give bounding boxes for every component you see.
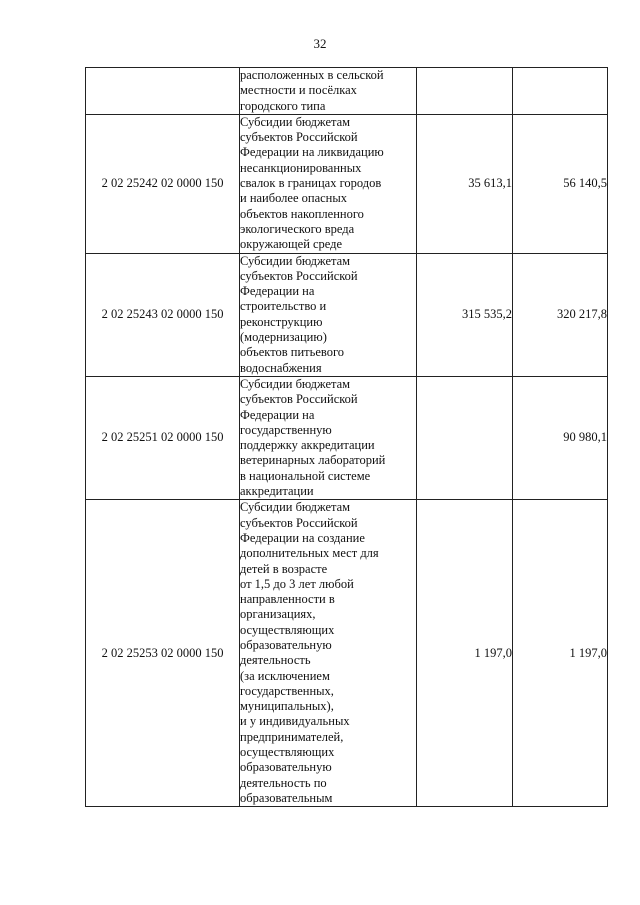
revenue-name-line: ветеринарных лабораторий (240, 453, 386, 468)
table-row (86, 376, 608, 499)
revenue-name-cell (240, 376, 417, 499)
revenue-name-line: Субсидии бюджетам (240, 114, 351, 129)
revenue-name-line: образовательную (240, 760, 332, 775)
revenue-name-line: водоснабжения (240, 360, 322, 375)
revenue-name-line: муниципальных), (240, 699, 334, 714)
revenue-name-line: субъектов Российской (240, 392, 358, 407)
revenue-name-line: Федерации на (240, 284, 315, 299)
revenue-name-line: деятельность по (240, 775, 327, 790)
revenue-name-line: субъектов Российской (240, 130, 358, 145)
amount-cell-1: 35 613,1 (417, 114, 513, 253)
budget-table (85, 67, 608, 807)
revenue-name-line: окружающей среде (240, 237, 343, 252)
amount-cell-1: 315 535,2 (417, 253, 513, 376)
amount-cell-2 (513, 68, 608, 115)
revenue-code-cell: 2 02 25242 02 0000 150 (86, 114, 240, 253)
revenue-name-line: Федерации на создание (240, 530, 365, 545)
revenue-name-line: деятельность (240, 653, 311, 668)
revenue-name-line: осуществляющих (240, 622, 335, 637)
revenue-name-line: государственных, (240, 683, 334, 698)
revenue-name-line: (за исключением (240, 668, 330, 683)
revenue-name-line: образовательную (240, 637, 332, 652)
revenue-name-line: и наиболее опасных (240, 191, 348, 206)
revenue-name-line: субъектов Российской (240, 268, 358, 283)
revenue-name-cell (240, 253, 417, 376)
revenue-name-line: предпринимателей, (240, 729, 344, 744)
amount-cell-1 (417, 376, 513, 499)
amount-cell-2: 90 980,1 (513, 376, 608, 499)
revenue-name-line: государственную (240, 422, 332, 437)
revenue-name-line: от 1,5 до 3 лет любой (240, 576, 354, 591)
revenue-name-line: и у индивидуальных (240, 714, 350, 729)
revenue-name-line: местности и посёлках (240, 83, 357, 98)
revenue-name-cell (240, 114, 417, 253)
revenue-name-line: образовательным (240, 790, 333, 805)
revenue-name-line: в национальной системе (240, 468, 371, 483)
revenue-name-line: организациях, (240, 607, 316, 622)
table-body (86, 68, 608, 807)
revenue-name-line: (модернизацию) (240, 330, 327, 345)
table-row (86, 114, 608, 253)
amount-cell-2: 1 197,0 (513, 500, 608, 807)
revenue-name-line: Субсидии бюджетам (240, 376, 351, 391)
amount-cell-2: 56 140,5 (513, 114, 608, 253)
revenue-name-line: поддержку аккредитации (240, 438, 375, 453)
revenue-name-line: несанкционированных (240, 160, 362, 175)
table-row (86, 68, 608, 115)
amount-cell-1: 1 197,0 (417, 500, 513, 807)
revenue-name-line: объектов накопленного (240, 206, 364, 221)
page-number: 32 (313, 36, 327, 51)
revenue-name-line: объектов питьевого (240, 345, 345, 360)
table-row (86, 253, 608, 376)
amount-cell-2: 320 217,8 (513, 253, 608, 376)
revenue-name-line: аккредитации (240, 484, 314, 499)
revenue-name-line: Субсидии бюджетам (240, 253, 351, 268)
revenue-name-line: расположенных в сельской (240, 68, 384, 82)
revenue-code-cell: 2 02 25243 02 0000 150 (86, 253, 240, 376)
revenue-name-line: Федерации на (240, 407, 315, 422)
revenue-name-line: реконструкцию (240, 314, 323, 329)
revenue-name-line: Субсидии бюджетам (240, 500, 351, 515)
revenue-name-line: Федерации на ликвидацию (240, 145, 384, 160)
revenue-name-line: детей в возрасте (240, 561, 328, 576)
revenue-name-line: осуществляющих (240, 745, 335, 760)
revenue-name-line: строительство и (240, 299, 327, 314)
amount-cell-1 (417, 68, 513, 115)
revenue-name-cell (240, 500, 417, 807)
revenue-name-line: свалок в границах городов (240, 176, 382, 191)
revenue-code-cell: 2 02 25251 02 0000 150 (86, 376, 240, 499)
revenue-code-cell (86, 68, 240, 115)
revenue-code-cell: 2 02 25253 02 0000 150 (86, 500, 240, 807)
revenue-name-line: субъектов Российской (240, 515, 358, 530)
revenue-name-line: экологического вреда (240, 221, 355, 236)
table-row (86, 500, 608, 807)
revenue-name-line: городского типа (240, 98, 326, 113)
revenue-name-cell (240, 68, 417, 115)
revenue-name-line: дополнительных мест для (240, 546, 379, 561)
revenue-name-line: направленности в (240, 592, 335, 607)
